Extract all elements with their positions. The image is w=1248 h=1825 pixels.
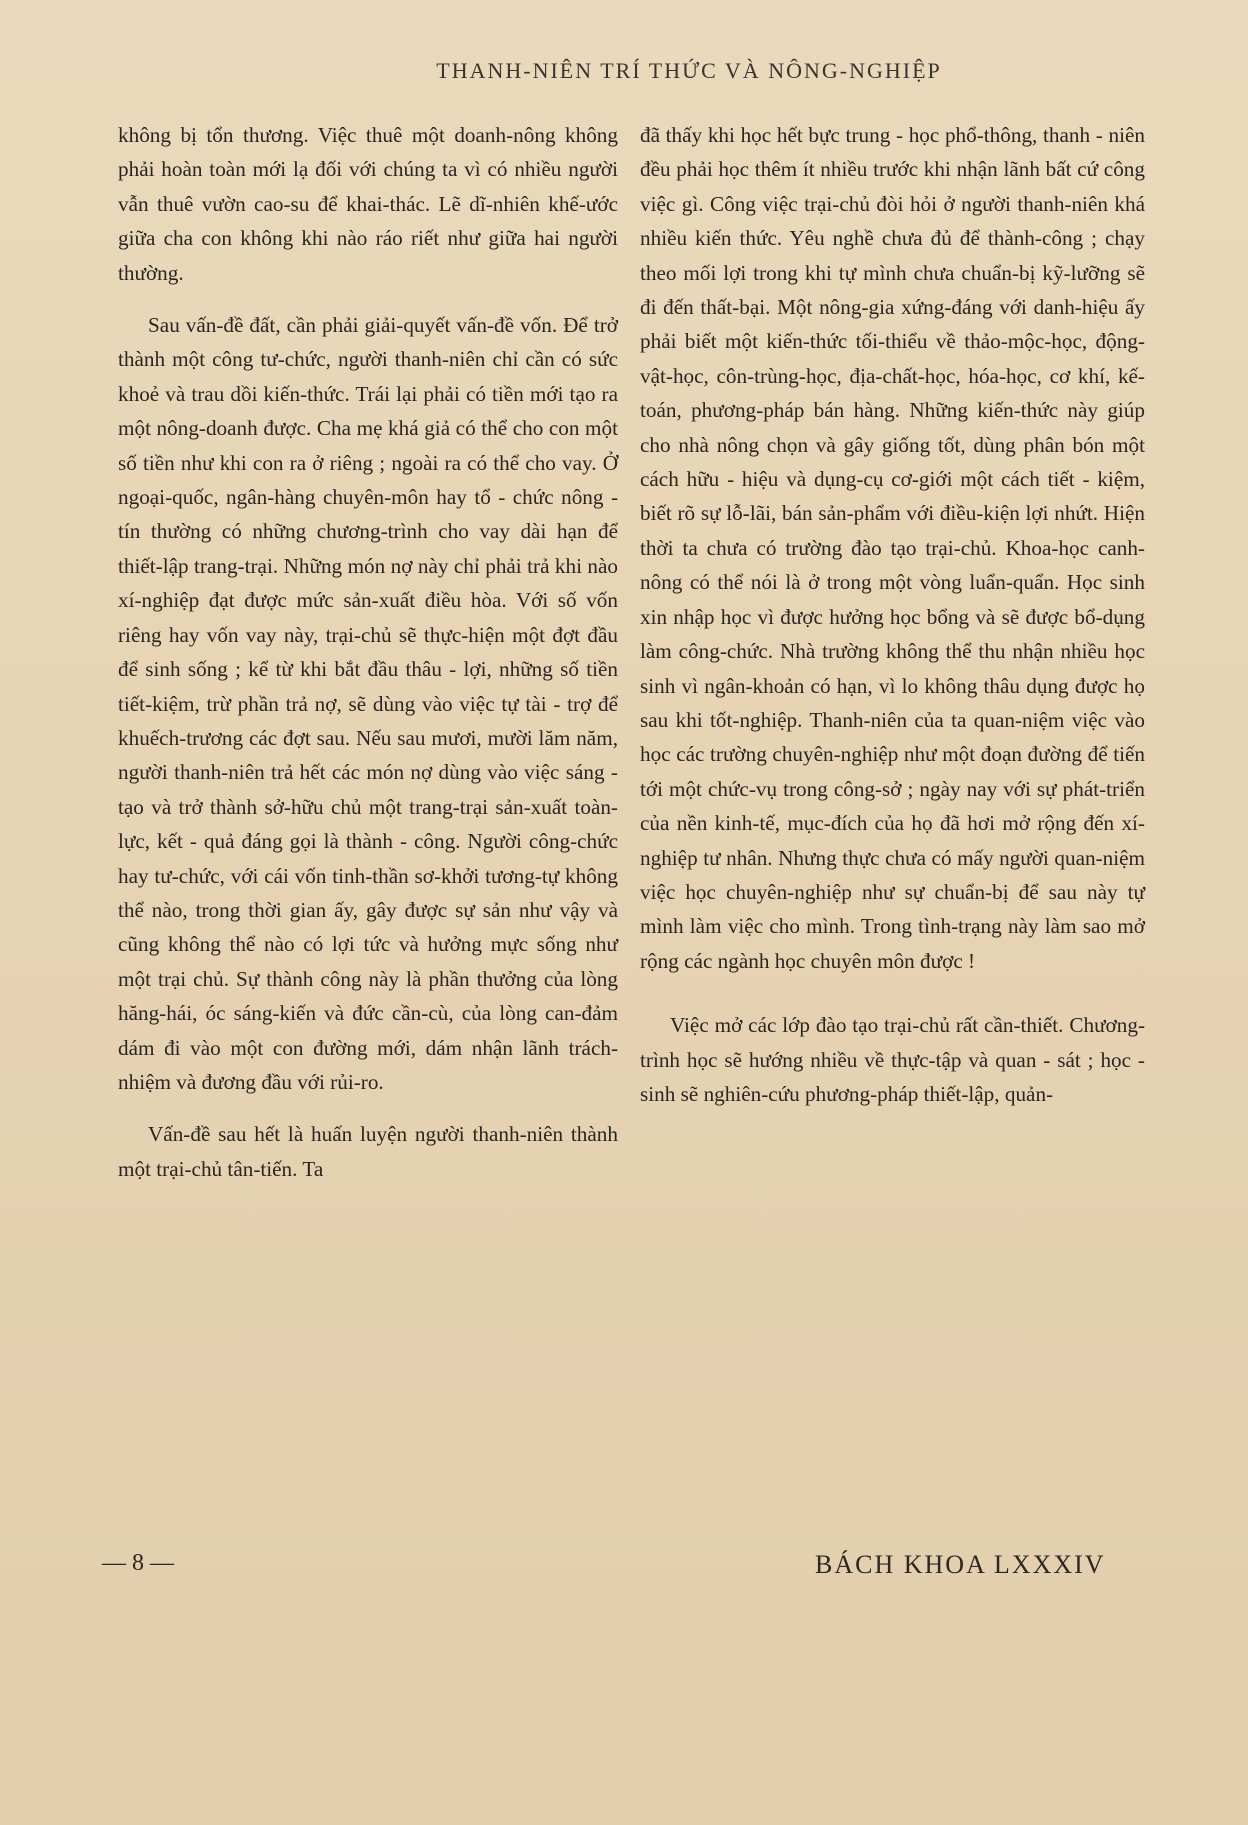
paragraph: không bị tổn thương. Việc thuê một doanh-nông không phải hoàn toàn mới lạ đối với chúng ta vì có nhiều người vẫn thuê vườn cao-su để khai-thác. Lẽ dĩ-nhiên khế-ước giữa cha con không khi nào ráo riết như giữa hai người thường.	[118, 123, 618, 285]
left-column	[118, 118, 618, 1186]
paragraph: đã thấy khi học hết bực trung - học phổ-thông, thanh - niên đều phải học thêm ít nhiều trước khi nhận lãnh bất cứ công việc gì. Công việc trại-chủ đòi hỏi ở người thanh-niên khá nhiều kiến thức. Yêu nghề chưa đủ để thành-công ; chạy theo mối lợi trong khi tự mình chưa chuẩn-bị kỹ-lưỡng sẽ đi đến thất-bại. Một nông-gia xứng-đáng với danh-hiệu ấy phải biết một kiến-thức tối-thiểu về thảo-mộc-học, động-vật-học, côn-trùng-học, địa-chất-học, hóa-học, cơ khí, kế-toán, phương-pháp bán hàng. Những kiến-thức này giúp cho nhà nông chọn và gây giống tốt, dùng phân bón một cách hữu - hiệu và dụng-cụ cơ-giới một cách tiết - kiệm, biết rõ sự lỗ-lãi, bán sản-phẩm với điều-kiện lợi nhứt. Hiện thời ta chưa có trường đào tạo trại-chủ. Khoa-học canh-nông có thể nói là ở trong một vòng luẩn-quẩn. Học sinh xin nhập học vì được hưởng học bổng và sẽ được bổ-dụng làm công-chức. Nhà trường không thể thu nhận nhiều học sinh vì ngân-khoản có hạn, vì lo không thâu dụng được họ sau khi tốt-nghiệp. Thanh-niên của ta quan-niệm việc vào học các trường chuyên-nghiệp như một đoạn đường để tiến tới một chức-vụ trong công-sở ; ngày nay với sự phát-triển của nền kinh-tế, mục-đích của họ đã hơi mở rộng đến xí-nghiệp tư nhân. Nhưng thực chưa có mấy người quan-niệm việc học chuyên-nghiệp như sự chuẩn-bị để sau này tự mình làm việc cho mình. Trong tình-trạng này làm sao mở rộng các ngành học chuyên môn được !	[640, 123, 1145, 973]
paragraph: Vấn-đề sau hết là huấn luyện người thanh-niên thành một trại-chủ tân-tiến. Ta	[118, 1122, 618, 1181]
publication-title: BÁCH KHOA LXXXIV	[815, 1550, 1106, 1579]
running-title: THANH-NIÊN TRÍ THỨC VÀ NÔNG-NGHIỆP	[436, 58, 942, 83]
page-number: — 8 —	[102, 1550, 174, 1576]
paragraph: Việc mở các lớp đào tạo trại-chủ rất cần-thiết. Chương-trình học sẽ hướng nhiều về thực-tập và quan - sát ; học - sinh sẽ nghiên-cứu phương-pháp thiết-lập, quản-	[640, 1013, 1145, 1106]
paragraph: Sau vấn-đề đất, cần phải giải-quyết vấn-đề vốn. Để trở thành một công tư-chức, người thanh-niên chỉ cần có sức khoẻ và trau dồi kiến-thức. Trái lại phải có tiền mới tạo ra một nông-doanh được. Cha mẹ khá giả có thể cho con một số tiền như khi con ra ở riêng ; ngoài ra có thể cho vay. Ở ngoại-quốc, ngân-hàng chuyên-môn hay tổ - chức nông - tín thường có những chương-trình cho vay dài hạn để thiết-lập trang-trại. Những món nợ này chỉ phải trả khi nào xí-nghiệp đạt được mức sản-xuất điều hòa. Với số vốn riêng hay vốn vay này, trại-chủ sẽ thực-hiện một đợt đầu để sinh sống ; kể từ khi bắt đầu thâu - lợi, những số tiền tiết-kiệm, trừ phần trả nợ, sẽ dùng vào việc tự tài - trợ để khuếch-trương các đợt sau. Nếu sau mươi, mười lăm năm, người thanh-niên trả hết các món nợ dùng vào việc sáng - tạo và trở thành sở-hữu chủ một trang-trại sản-xuất toàn-lực, kết - quả đáng gọi là thành - công. Người công-chức hay tư-chức, với cái vốn tinh-thần sơ-khởi tương-tự không thể nào, trong thời gian ấy, gây được sự sản như vậy và cũng không thể nào có lợi tức và hưởng mực sống như một trại chủ. Sự thành công này là phần thưởng của lòng hăng-hái, óc sáng-kiến và đức cần-cù, của lòng can-đảm dám đi vào một con đường mới, dám nhận lãnh trách-nhiệm và đương đầu với rủi-ro.	[118, 313, 618, 1094]
right-column	[640, 118, 1145, 1111]
